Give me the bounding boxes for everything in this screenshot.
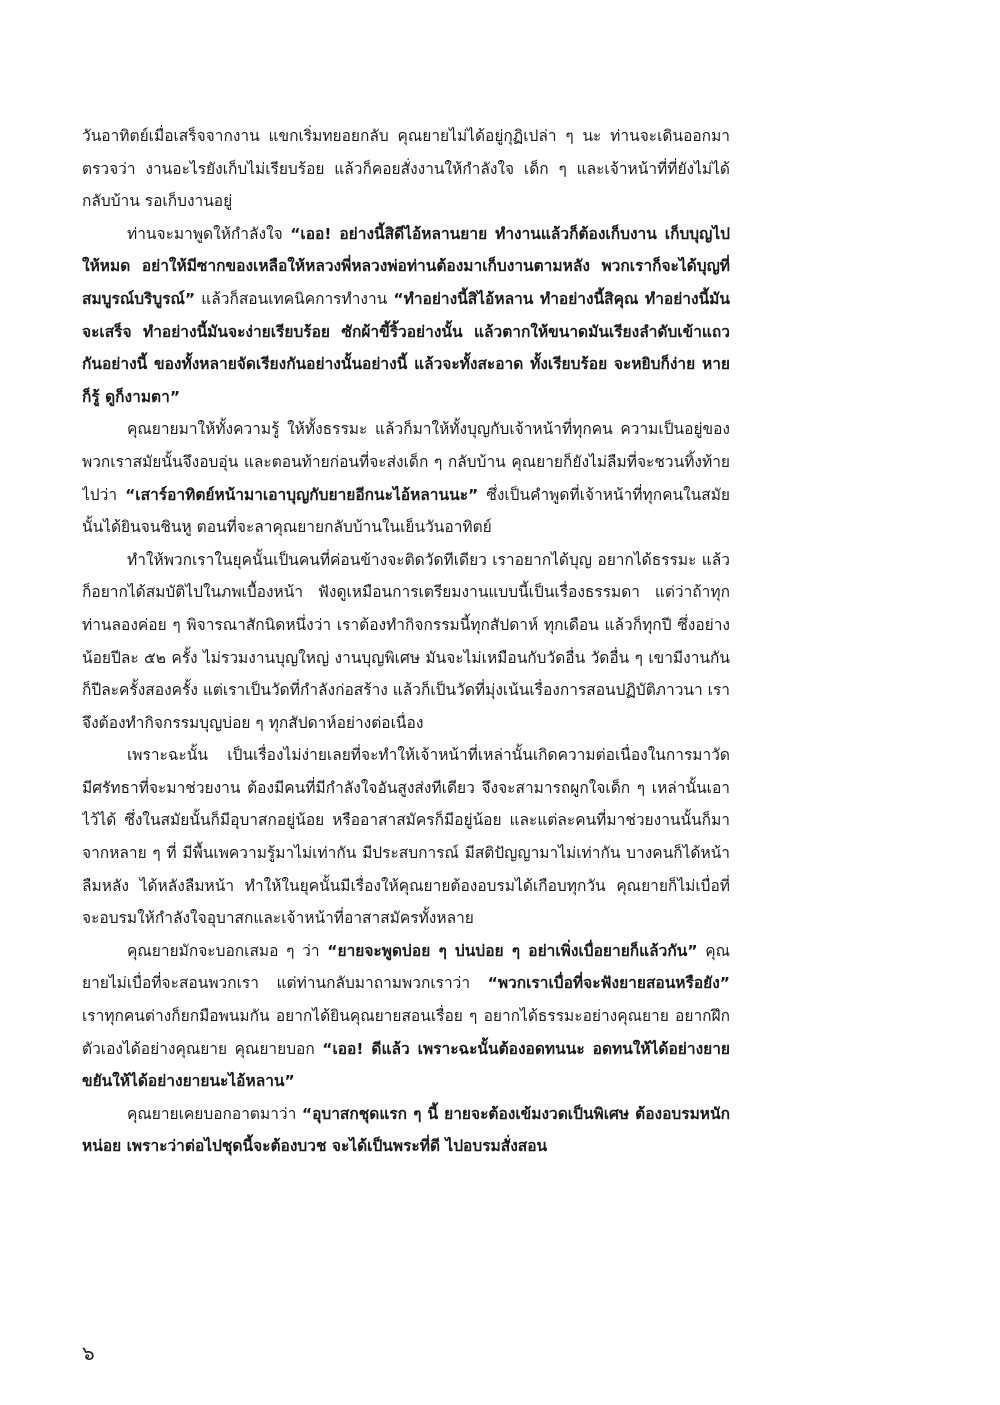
paragraph-3-run-1: คุณยายมาให้ทั้งความรู้ ให้ทั้งธรรมะ แล้วก็มาให้ทั้งบุญกับเจ้าหน้าที่ทุกคน ความเป็นอยู่ของพวกเราสมัยนั้นจึงอบอุ่น และตอนท้ายก่อนที่จะส่งเด็ก ๆ กลับบ้าน คุณยายก็ยังไม่ลืมที่จะชวนทิ้งท้ายไปว่า <box>82 420 730 504</box>
paragraph-2 <box>82 218 730 414</box>
paragraph-6-run-5: เราทุกคนต่างก็ยกมือพนมกัน อยากได้ยินคุณยายสอนเรื่อย ๆ อยากได้ธรรมะอย่างคุณยาย อยากฝึกตัวเองได้อย่างคุณยาย คุณยายบอก <box>82 1007 730 1058</box>
paragraph-6-quote-3: “เออ! ดีแล้ว เพราะฉะนั้นต้องอดทนนะ อดทนให้ได้อย่างยาย ขยันให้ได้อย่างยายนะไอ้หลาน” <box>82 1039 730 1091</box>
paragraph-6-quote-2: “พวกเราเบื่อที่จะฟังยายสอนหรือยัง” <box>487 974 730 993</box>
page-number: ๖ <box>82 1341 95 1365</box>
paragraph-6 <box>82 935 730 1098</box>
paragraph-3 <box>82 413 730 543</box>
paragraph-5 <box>82 739 730 935</box>
paragraph-1-text: วันอาทิตย์เมื่อเสร็จจากงาน แขกเริ่มทยอยกลับ คุณยายไม่ได้อยู่กุฏิเปล่า ๆ นะ ท่านจะเดินออกมาตรวจว่า งานอะไรยังเก็บไม่เรียบร้อย แล้วก็คอยสั่งงานให้กำลังใจ เด็ก ๆ และเจ้าหน้าที่ที่ยังไม่ได้กลับบ้าน รอเก็บงานอยู่ <box>82 127 730 211</box>
paragraph-2-run-1: ท่านจะมาพูดให้กำลังใจ <box>127 224 291 243</box>
paragraph-7-run-1: คุณยายเคยบอกอาตมาว่า <box>127 1104 302 1123</box>
paragraph-2-quote-1: “เออ! อย่างนี้สิดีไอ้หลานยาย ทำงานแล้วก็ต้องเก็บงาน เก็บบุญไปให้หมด อย่าให้มีซากของเหลือให้หลวงพี่หลวงพ่อท่านต้องมาเก็บงานตามหลัง พวกเราก็จะได้บุญที่สมบูรณ์บริบูรณ์” <box>82 224 730 308</box>
document-body <box>82 120 730 1320</box>
paragraph-3-quote-1: “เสาร์อาทิตย์หน้ามาเอาบุญกับยายอีกนะไอ้หลานนะ” <box>125 485 479 504</box>
paragraph-7 <box>82 1098 730 1163</box>
paragraph-7-quote-1: “อุบาสกชุดแรก ๆ นี้ ยายจะต้องเข้มงวดเป็นพิเศษ ต้องอบรมหนักหน่อย เพราะว่าต่อไปชุดนี้จะต้องบวช จะได้เป็นพระที่ดี ไปอบรมสั่งสอน <box>82 1104 730 1156</box>
paragraph-6-quote-1: “ยายจะพูดบ่อย ๆ บ่นบ่อย ๆ อย่าเพิ่งเบื่อยายก็แล้วกัน” <box>327 941 698 960</box>
paragraph-5-text: เพราะฉะนั้น เป็นเรื่องไม่ง่ายเลยที่จะทำให้เจ้าหน้าที่เหล่านั้นเกิดความต่อเนื่องในการมาวัด มีศรัทธาที่จะมาช่วยงาน ต้องมีคนที่มีกำลังใจอันสูงส่งทีเดียว จึงจะสามารถผูกใจเด็ก ๆ เหล่านั้นเอาไว้ได้ ซึ่งในสมัยนั้นก็มีอุบาสกอยู่น้อย หรืออาสาสมัครก็มีอยู่น้อย และแต่ละคนที่มาช่วยงานนั้นก็มาจากหลาย ๆ ที่ มีพื้นเพความรู้มาไม่เท่ากัน มีประสบการณ์ มีสติปัญญามาไม่เท่ากัน บางคนก็ได้หน้าลืมหลัง ได้หลังลืมหน้า ทำให้ในยุคนั้นมีเรื่องให้คุณยายต้องอบรมได้เกือบทุกวัน คุณยายก็ไม่เบื่อที่จะอบรมให้กำลังใจอุบาสกและเจ้าหน้าที่อาสาสมัครทั้งหลาย <box>82 746 730 928</box>
paragraph-6-run-1: คุณยายมักจะบอกเสมอ ๆ ว่า <box>127 941 328 960</box>
paragraph-6-run-3: คุณยายไม่เบื่อที่จะสอนพวกเรา แต่ท่านกลับมาถามพวกเราว่า <box>82 941 730 993</box>
paragraph-2-run-3: แล้วก็สอนเทคนิคการทำงาน <box>195 289 394 308</box>
paragraph-1 <box>82 120 730 218</box>
paragraph-4-text: ทำให้พวกเราในยุคนั้นเป็นคนที่ค่อนข้างจะติดวัดทีเดียว เราอยากได้บุญ อยากได้ธรรมะ แล้วก็อยากได้สมบัติไปในภพเบื้องหน้า ฟังดูเหมือนการเตรียมงานแบบนี้เป็นเรื่องธรรมดา แต่ว่าถ้าทุกท่านลองค่อย ๆ พิจารณาสักนิดหนึ่งว่า เราต้องทำกิจกรรมนี้ทุกสัปดาห์ ทุกเดือน แล้วก็ทุกปี ซึ่งอย่างน้อยปีละ ๕๒ ครั้ง ไม่รวมงานบุญใหญ่ งานบุญพิเศษ มันจะไม่เหมือนกับวัดอื่น วัดอื่น ๆ เขามีงานกันก็ปีละครั้งสองครั้ง แต่เราเป็นวัดที่กำลังก่อสร้าง แล้วก็เป็นวัดที่มุ่งเน้นเรื่องการสอนปฏิบัติภาวนา เราจึงต้องทำกิจกรรมบุญบ่อย ๆ ทุกสัปดาห์อย่างต่อเนื่อง <box>82 550 730 732</box>
paragraph-4 <box>82 544 730 740</box>
paragraph-3-run-3: ซึ่งเป็นคำพูดที่เจ้าหน้าที่ทุกคนในสมัยนั้นได้ยินจนชินหู ตอนที่จะลาคุณยายกลับบ้านในเย็นวันอาทิตย์ <box>82 485 730 537</box>
paragraph-2-quote-2: “ทำอย่างนี้สิไอ้หลาน ทำอย่างนี้สิคุณ ทำอย่างนี้มันจะเสร็จ ทำอย่างนี้มันจะง่ายเรียบร้อย ซักผ้าขี้ริ้วอย่างนั้น แล้วตากให้ขนาดมันเรียงลำดับเข้าแถวกันอย่างนี้ ของทั้งหลายจัดเรียงกันอย่างนั้นอย่างนี้ แล้วจะทั้งสะอาด ทั้งเรียบร้อย จะหยิบก็ง่าย หายก็รู้ ดูก็งามตา” <box>82 289 730 406</box>
